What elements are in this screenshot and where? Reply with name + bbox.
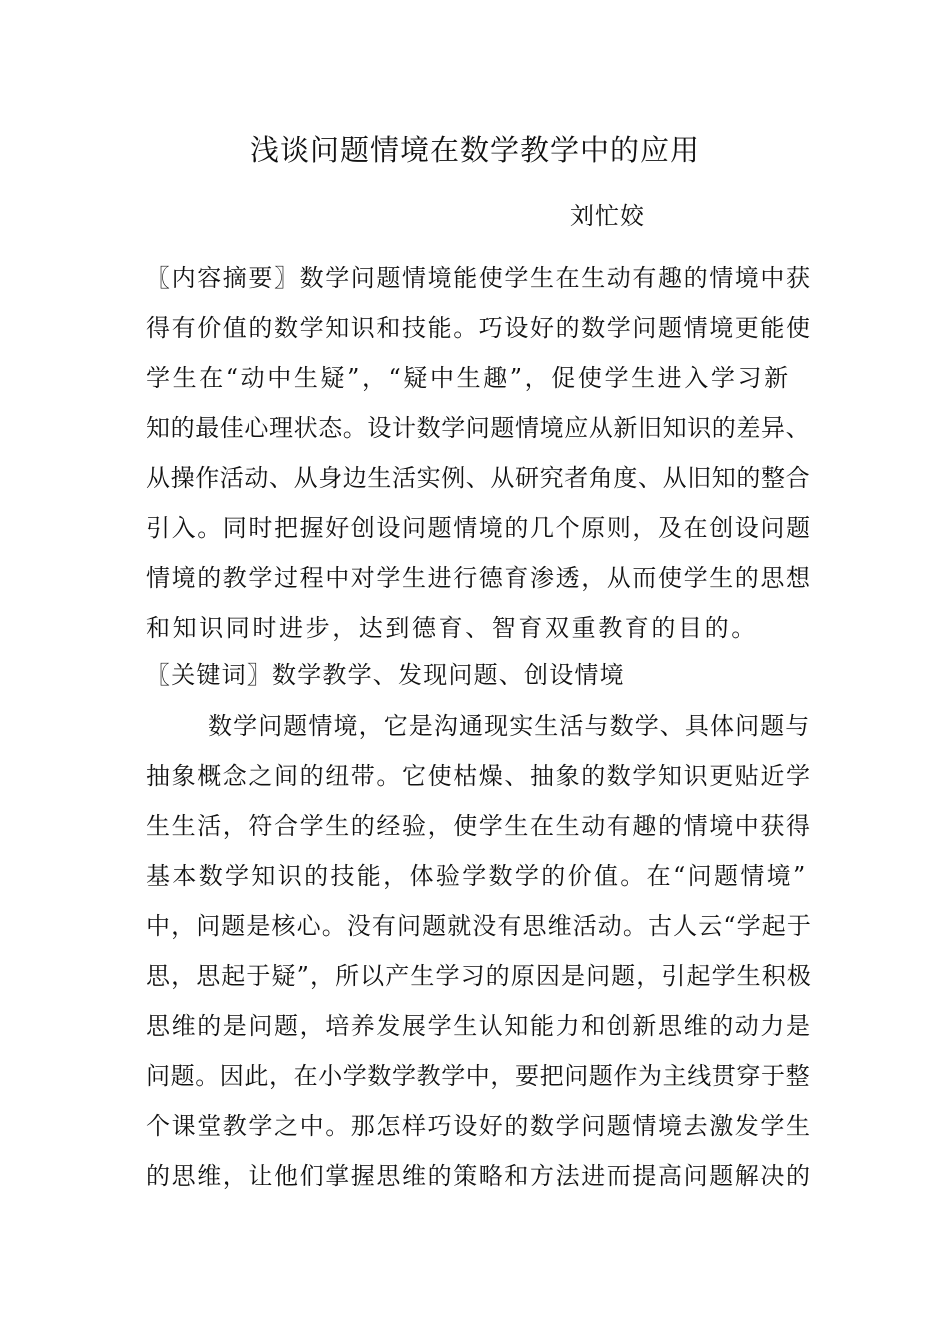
body-line: 思，思起于疑”，所以产生学习的原因是问题，引起学生积极 <box>146 962 812 990</box>
body-line: 思维的是问题，培养发展学生认知能力和创新思维的动力是 <box>146 1012 812 1040</box>
abstract-line: 〖内容摘要〗数学问题情境能使学生在生动有趣的情境中获 <box>146 264 812 292</box>
author-name: 刘忙姣 <box>570 202 645 230</box>
abstract-line: 学生在“动中生疑”，“疑中生趣”，促使学生进入学习新 <box>146 364 791 392</box>
body-line: 基本数学知识的技能，体验学数学的价值。在“问题情境” <box>146 862 808 890</box>
body-line: 问题。因此，在小学数学教学中，要把问题作为主线贯穿于整 <box>146 1062 811 1090</box>
body-line: 数学问题情境，它是沟通现实生活与数学、具体问题与 <box>208 712 811 740</box>
abstract-line: 引入。同时把握好创设问题情境的几个原则，及在创设问题 <box>146 514 812 542</box>
abstract-line: 从操作活动、从身边生活实例、从研究者角度、从旧知的整合 <box>146 464 811 492</box>
body-line: 的思维，让他们掌握思维的策略和方法进而提高问题解决的 <box>146 1162 812 1190</box>
abstract-line: 知的最佳心理状态。设计数学问题情境应从新旧知识的差异、 <box>146 414 811 442</box>
abstract-line: 情境的教学过程中对学生进行德育渗透，从而使学生的思想 <box>146 564 812 592</box>
keywords-line: 〖关键词〗数学教学、发现问题、创设情境 <box>146 661 625 689</box>
body-line: 中，问题是核心。没有问题就没有思维活动。古人云“学起于 <box>146 912 812 940</box>
document-title: 浅谈问题情境在数学教学中的应用 <box>249 133 700 167</box>
abstract-line: 和知识同时进步，达到德育、智育双重教育的目的。 <box>146 614 758 642</box>
body-line: 个课堂教学之中。那怎样巧设好的数学问题情境去激发学生 <box>146 1112 812 1140</box>
body-line: 抽象概念之间的纽带。它使枯燥、抽象的数学知识更贴近学 <box>146 762 812 790</box>
body-line: 生生活，符合学生的经验，使学生在生动有趣的情境中获得 <box>146 812 812 840</box>
abstract-line: 得有价值的数学知识和技能。巧设好的数学问题情境更能使 <box>146 314 812 342</box>
